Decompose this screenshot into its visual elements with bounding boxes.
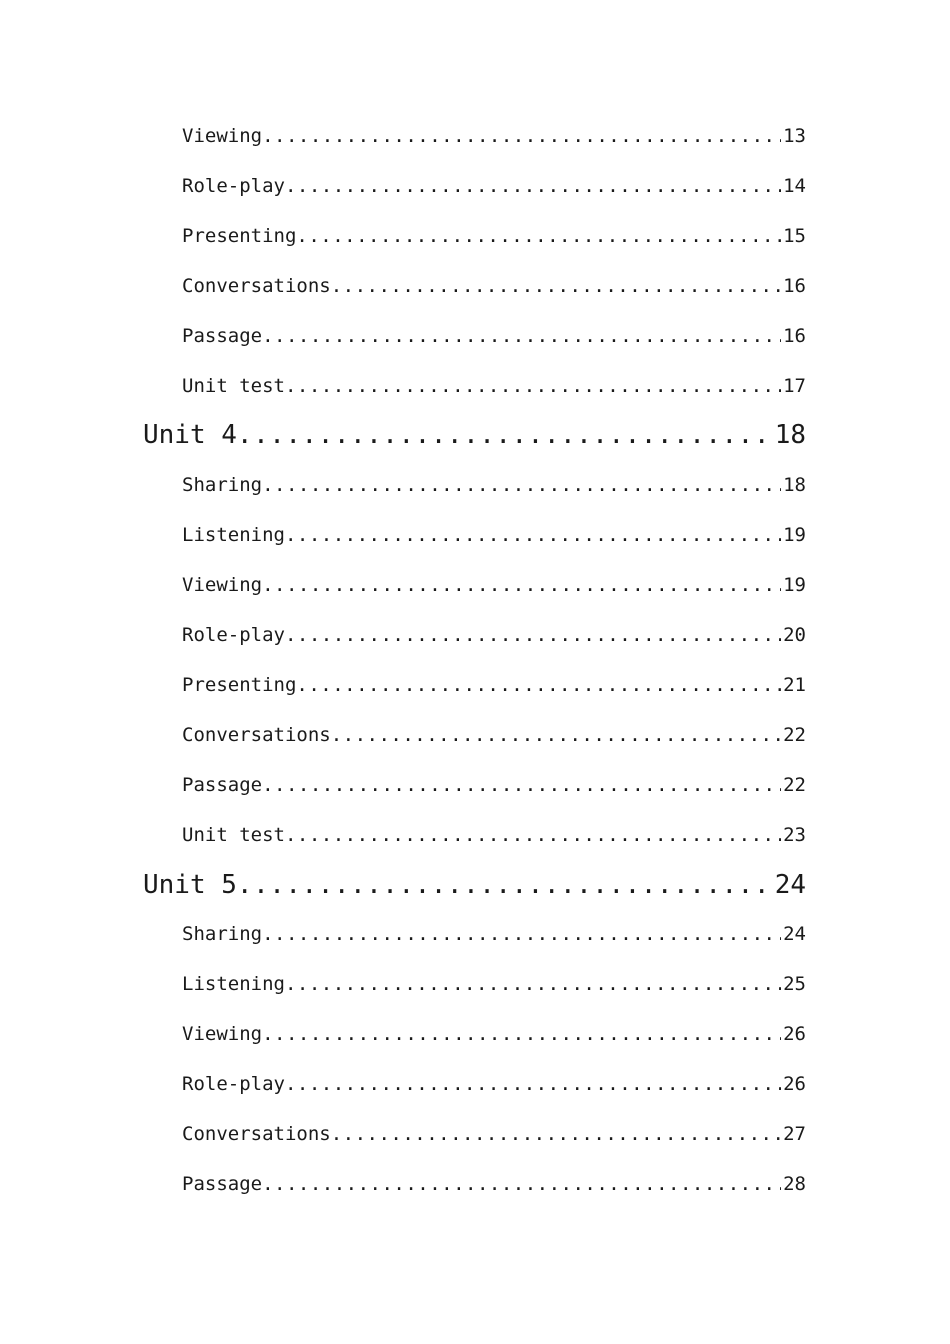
toc-entry[interactable] (182, 372, 806, 400)
dot-leader (262, 571, 781, 599)
dot-leader (296, 671, 781, 699)
toc-entry-page-number: 26 (783, 1073, 806, 1095)
toc-entry-label: Unit 4 (143, 420, 237, 450)
dot-leader (285, 970, 781, 998)
toc-entry-label: Presenting (182, 225, 297, 247)
toc-entry-page-number: 14 (783, 175, 806, 197)
toc-entry-page-number: 18 (774, 420, 806, 450)
toc-entry-page-number: 24 (783, 923, 806, 945)
toc-entry[interactable] (182, 172, 806, 200)
dot-leader (262, 122, 781, 150)
toc-entry-page-number: 16 (783, 325, 806, 347)
toc-entry[interactable] (182, 322, 806, 350)
toc-entry-label: Listening (182, 973, 285, 995)
dot-leader (285, 621, 781, 649)
toc-entry-page-number: 25 (783, 973, 806, 995)
toc-entry[interactable] (182, 1120, 806, 1148)
toc-entry-label: Conversations (182, 1123, 331, 1145)
dot-leader (331, 272, 781, 300)
toc-entry-label: Role-play (182, 1073, 285, 1095)
toc-entry[interactable] (182, 1070, 806, 1098)
toc-entry-page-number: 20 (783, 624, 806, 646)
dot-leader (262, 920, 781, 948)
toc-entry-label: Passage (182, 1173, 263, 1195)
toc-entry[interactable] (182, 771, 806, 799)
toc-entry-label: Listening (182, 524, 285, 546)
toc-entry[interactable] (182, 1020, 806, 1048)
toc-entry-label: Passage (182, 774, 263, 796)
dot-leader (237, 867, 773, 903)
toc-entry-label: Viewing (182, 1023, 263, 1045)
dot-leader (262, 771, 781, 799)
toc-entry[interactable] (182, 671, 806, 699)
dot-leader (285, 821, 781, 849)
toc-entry-page-number: 18 (783, 474, 806, 496)
toc-entry[interactable] (182, 571, 806, 599)
toc-entry-label: Unit test (182, 375, 285, 397)
toc-entry[interactable] (182, 970, 806, 998)
toc-entry-page-number: 19 (783, 524, 806, 546)
toc-entry-label: Presenting (182, 674, 297, 696)
toc-entry[interactable] (182, 471, 806, 499)
toc-entry-page-number: 21 (783, 674, 806, 696)
toc-entry-page-number: 27 (783, 1123, 806, 1145)
toc-entry[interactable] (182, 122, 806, 150)
dot-leader (285, 1070, 781, 1098)
toc-entry-page-number: 22 (783, 774, 806, 796)
toc-entry-label: Unit 5 (143, 870, 237, 900)
toc-entry-page-number: 22 (783, 724, 806, 746)
toc-heading-entry[interactable] (143, 417, 806, 453)
toc-entry-label: Conversations (182, 275, 331, 297)
toc-entry-label: Sharing (182, 923, 263, 945)
toc-entry[interactable] (182, 272, 806, 300)
dot-leader (262, 1170, 781, 1198)
toc-entry-label: Unit test (182, 824, 285, 846)
toc-entry[interactable] (182, 1170, 806, 1198)
toc-entry-label: Viewing (182, 574, 263, 596)
toc-entry-page-number: 13 (783, 125, 806, 147)
dot-leader (262, 1020, 781, 1048)
toc-entry[interactable] (182, 920, 806, 948)
toc-entry[interactable] (182, 222, 806, 250)
toc-entry-label: Conversations (182, 724, 331, 746)
toc-entry-label: Sharing (182, 474, 263, 496)
toc-entry-label: Viewing (182, 125, 263, 147)
toc-entry-page-number: 16 (783, 275, 806, 297)
toc-entry[interactable] (182, 621, 806, 649)
toc-entry-page-number: 19 (783, 574, 806, 596)
dot-leader (331, 1120, 781, 1148)
dot-leader (296, 222, 781, 250)
dot-leader (262, 322, 781, 350)
toc-entry-page-number: 23 (783, 824, 806, 846)
toc-entry[interactable] (182, 821, 806, 849)
toc-entry-label: Passage (182, 325, 263, 347)
toc-entry-page-number: 24 (774, 870, 806, 900)
dot-leader (285, 172, 781, 200)
toc-entry[interactable] (182, 721, 806, 749)
dot-leader (285, 372, 781, 400)
toc-heading-entry[interactable] (143, 867, 806, 903)
toc-entry-page-number: 26 (783, 1023, 806, 1045)
toc-entry-page-number: 17 (783, 375, 806, 397)
toc-entry-page-number: 15 (783, 225, 806, 247)
dot-leader (262, 471, 781, 499)
dot-leader (331, 721, 781, 749)
toc-entry-page-number: 28 (783, 1173, 806, 1195)
dot-leader (237, 417, 773, 453)
toc-entry[interactable] (182, 521, 806, 549)
toc-entry-label: Role-play (182, 175, 285, 197)
dot-leader (285, 521, 781, 549)
toc-entry-label: Role-play (182, 624, 285, 646)
